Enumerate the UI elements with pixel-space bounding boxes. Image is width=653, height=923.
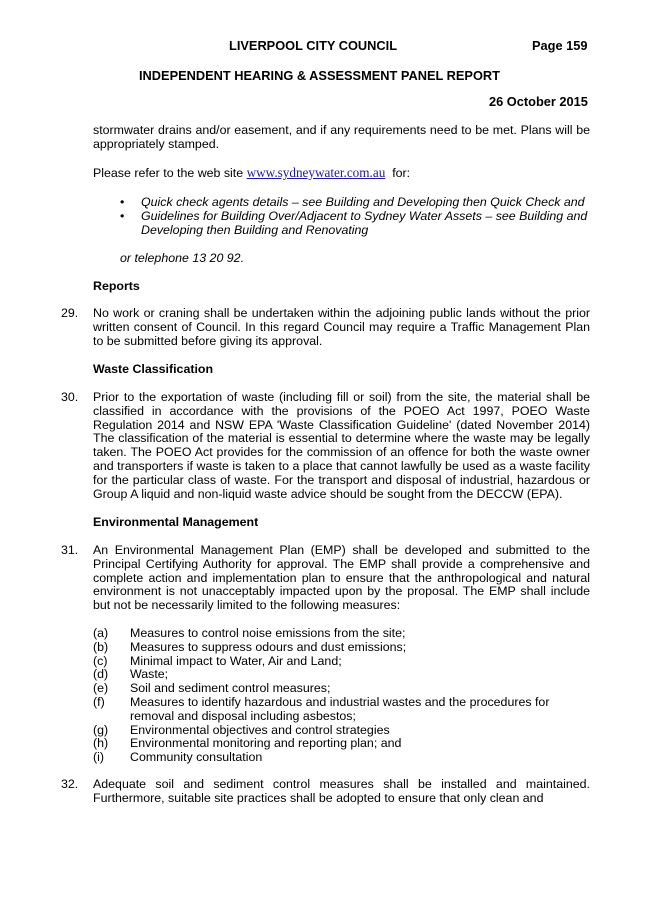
measure-label: (i) [93,750,105,765]
section-heading-waste-classification: Waste Classification [93,362,214,376]
page-number: Page 159 [532,38,588,53]
condition-number-32: 32. [61,777,79,791]
telephone-note: or telephone 13 20 92. [120,251,245,265]
list-item [93,655,590,669]
measure-label: (a) [93,626,109,640]
measure-text: Minimal impact to Water, Air and Land; [130,653,342,668]
list-item [93,641,590,655]
measure-text: Community consultation [130,750,263,765]
list-item [120,210,590,238]
list-item [93,737,590,751]
bullet-text: Quick check agents details – see Building and Developing then Quick Check and [141,195,585,209]
list-item [93,696,590,724]
bullet-text: Guidelines for Building Over/Adjacent to Sydney Water Assets – see Building and Developing then Building and Renovating [141,208,588,237]
measure-label: (d) [93,667,109,682]
bullet-icon: • [120,195,125,209]
council-name: LIVERPOOL CITY COUNCIL [229,38,398,53]
list-item [93,668,590,682]
continuation-paragraph: stormwater drains and/or easement, and if any requirements need to be met. Plans will be appropriately stamped. [93,123,590,151]
measure-text: Soil and sediment control measures; [130,681,331,696]
list-item [120,196,590,210]
list-item [93,682,590,696]
refer-text: Please refer to the web site [93,166,244,180]
measure-text: Measures to suppress odours and dust emissions; [130,639,407,654]
measure-text: Measures to control noise emissions from the site; [130,626,406,640]
measure-label: (c) [93,653,108,668]
bullet-icon: • [120,208,125,223]
condition-32-text: Adequate soil and sediment control measures shall be installed and maintained. Furthermore, suitable site practices shall be adopted to ensure that only clean and [93,777,590,805]
list-item [93,751,590,765]
report-title: INDEPENDENT HEARING & ASSESSMENT PANEL REPORT [139,68,500,83]
refer-line [93,166,410,181]
measure-label: (e) [93,681,109,696]
section-heading-environmental-management: Environmental Management [93,515,259,529]
condition-29-text: No work or craning shall be undertaken within the adjoining public lands without the prior written consent of Council. In this regard Council may require a Traffic Management Plan to be submitted before giving its approval. [93,306,590,348]
list-item [93,724,590,738]
measure-label: (h) [93,736,109,751]
list-item [93,627,590,641]
measure-text: Measures to identify hazardous and industrial wastes and the procedures for removal and disposal including asbestos; [130,694,550,723]
section-heading-reports: Reports [93,279,140,293]
emp-measures-list [93,627,590,765]
sydney-water-link[interactable]: www.sydneywater.com.au [246,165,386,180]
condition-number-29: 29. [61,306,79,320]
condition-30-text: Prior to the exportation of waste (including fill or soil) from the site, the material shall be classified in accordance with the provisions of the POEO Act 1997, POEO Waste Regulation 2014 and NSW EPA 'Waste Classification Guideline' (dated November 2014) The classification of the material is essential to determine where the waste may be legally taken. The POEO Act provides for the commission of an offence for both the waste owner and transporters if waste is taken to a place that cannot lawfully be used as a waste facility for the particular class of waste. For the transport and disposal of industrial, hazardous or Group A liquid and non-liquid waste advice should be sought from the DECCW (EPA). [93,390,590,501]
measure-label: (b) [93,639,109,654]
condition-31-text: An Environmental Management Plan (EMP) shall be developed and submitted to the Principal Certifying Authority for approval. The EMP shall provide a comprehensive and complete action and implementation plan to ensure that the anthropological and natural environment is not unacceptably impacted upon by the proposal. The EMP shall include but not be necessarily limited to the following measures: [93,543,590,613]
measure-text: Environmental objectives and control strategies [130,722,390,737]
condition-number-30: 30. [61,390,79,404]
report-date: 26 October 2015 [489,94,588,109]
measure-label: (f) [93,694,105,709]
measure-label: (g) [93,722,109,737]
refer-for-text: for: [392,166,411,180]
measure-text: Waste; [130,667,169,682]
condition-number-31: 31. [61,543,79,557]
guidance-bullet-list [120,196,590,237]
measure-text: Environmental monitoring and reporting plan; and [130,736,402,751]
